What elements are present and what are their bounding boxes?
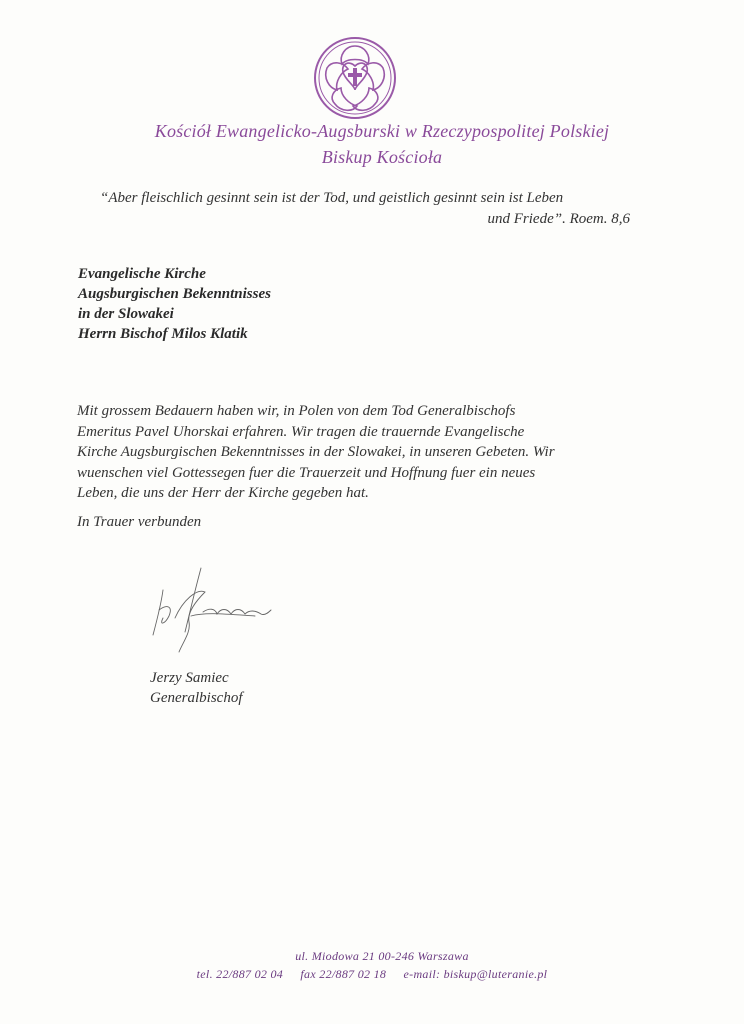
- footer-phone: tel. 22/887 02 04: [196, 967, 284, 981]
- recipient-line: Augsburgischen Bekenntnisses: [78, 286, 271, 302]
- church-name: Kościół Ewangelicko-Augsburski w Rzeczypospolitej Polskiej: [154, 121, 610, 141]
- bible-quote-line-2: und Friede”. Roem. 8,6: [487, 211, 630, 227]
- footer-fax: fax 22/887 02 18: [300, 967, 387, 981]
- bible-quote: [100, 188, 630, 230]
- handwritten-signature: [145, 560, 275, 660]
- recipient-address: [78, 264, 271, 344]
- body-line: Leben, die uns der Herr der Kirche gegeben hat.: [77, 485, 369, 501]
- footer-contacts: [0, 967, 744, 982]
- office-title: Biskup Kościoła: [321, 147, 443, 167]
- footer-address: ul. Miodowa 21 00-246 Warszawa: [295, 949, 469, 963]
- body-line: Kirche Augsburgischen Bekenntnisses in der Slowakei, in unseren Gebeten. Wir: [77, 444, 555, 460]
- letter-body: [77, 401, 637, 504]
- recipient-line: Herrn Bischof Milos Klatik: [78, 326, 248, 342]
- body-line: Mit grossem Bedauern haben wir, in Polen von dem Tod Generalbischofs: [77, 403, 516, 419]
- body-line: wuenschen viel Gottessegen fuer die Trauerzeit und Hoffnung fuer ein neues: [77, 464, 536, 481]
- body-line: Emeritus Pavel Uhorskai erfahren. Wir tragen die trauernde Evangelische: [77, 423, 525, 440]
- bible-quote-line-1: “Aber fleischlich gesinnt sein ist der Tod, und geistlich gesinnt sein ist Leben: [100, 190, 564, 206]
- signer-title: Generalbischof: [150, 690, 243, 706]
- footer-email[interactable]: e-mail: biskup@luteranie.pl: [403, 967, 548, 981]
- recipient-line: in der Slowakei: [78, 306, 174, 322]
- luther-rose-seal-icon: [313, 36, 397, 120]
- recipient-line: Evangelische Kirche: [78, 266, 206, 282]
- signer-block: [150, 668, 242, 708]
- closing-phrase: In Trauer verbunden: [77, 514, 202, 530]
- signer-name: Jerzy Samiec: [150, 670, 229, 686]
